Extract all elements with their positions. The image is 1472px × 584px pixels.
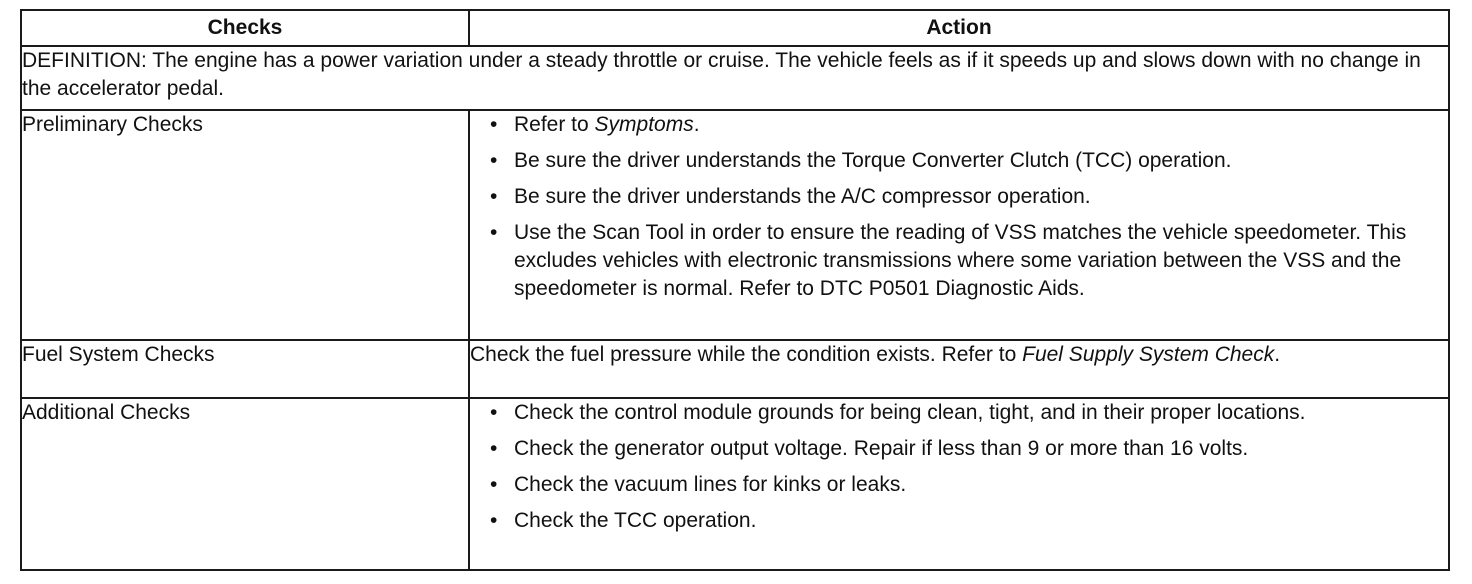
table-row — [21, 340, 1449, 398]
bullet-list — [470, 399, 1448, 535]
row-label-fuel-system-checks: Fuel System Checks — [21, 340, 469, 398]
list-item — [490, 507, 1448, 535]
bullet-text: Check the TCC operation. — [514, 509, 757, 532]
bullet-icon: • — [490, 437, 498, 460]
row-action-additional-checks — [469, 398, 1449, 570]
bullet-icon: • — [490, 401, 498, 424]
bullet-text: Check the generator output voltage. Repair if less than 9 or more than 16 volts. — [514, 437, 1249, 460]
bullet-icon: • — [490, 221, 498, 244]
list-item — [490, 219, 1448, 303]
row-label-additional-checks: Additional Checks — [21, 398, 469, 570]
header-action: Action — [469, 10, 1449, 46]
action-text-tail: . — [1274, 343, 1281, 366]
list-item — [490, 111, 1448, 139]
bullet-text-tail: . — [693, 113, 700, 136]
bullet-icon: • — [490, 113, 498, 136]
bullet-list — [470, 111, 1448, 303]
bullet-icon: • — [490, 185, 498, 208]
table-row — [21, 398, 1449, 570]
bullet-text: Be sure the driver understands the A/C compressor operation. — [514, 185, 1091, 208]
list-item — [490, 471, 1448, 499]
header-row — [21, 10, 1449, 46]
list-item — [490, 147, 1448, 175]
row-label-preliminary-checks: Preliminary Checks — [21, 110, 469, 340]
diagnostic-table — [20, 9, 1450, 571]
row-action-preliminary-checks — [469, 110, 1449, 340]
fuel-supply-reference: Fuel Supply System Check — [1022, 343, 1275, 366]
action-text: Check the fuel pressure while the condition exists. Refer to — [470, 343, 1023, 366]
bullet-text: Use the Scan Tool in order to ensure the reading of VSS matches the vehicle speedometer. This excludes vehicles with electronic transmissions where some variation between the VSS and the speedometer is normal. Refer to DTC P0501 Diagnostic Aids. — [514, 221, 1407, 300]
table-row — [21, 110, 1449, 340]
header-checks: Checks — [21, 10, 469, 46]
bullet-icon: • — [490, 473, 498, 496]
bullet-text: Refer to — [514, 113, 595, 136]
definition-row — [21, 46, 1449, 110]
bullet-icon: • — [490, 149, 498, 172]
symptoms-reference: Symptoms — [594, 113, 694, 136]
bullet-text: Check the control module grounds for being clean, tight, and in their proper locations. — [514, 401, 1306, 424]
bullet-text: Be sure the driver understands the Torque Converter Clutch (TCC) operation. — [514, 149, 1232, 172]
bullet-icon: • — [490, 509, 498, 532]
list-item — [490, 399, 1448, 427]
definition-text: DEFINITION: The engine has a power variation under a steady throttle or cruise. The vehicle feels as if it speeds up and slows down with no change in the accelerator pedal. — [21, 46, 1449, 110]
row-action-fuel-system-checks — [469, 340, 1449, 398]
bullet-text: Check the vacuum lines for kinks or leaks. — [514, 473, 907, 496]
list-item — [490, 435, 1448, 463]
list-item — [490, 183, 1448, 211]
